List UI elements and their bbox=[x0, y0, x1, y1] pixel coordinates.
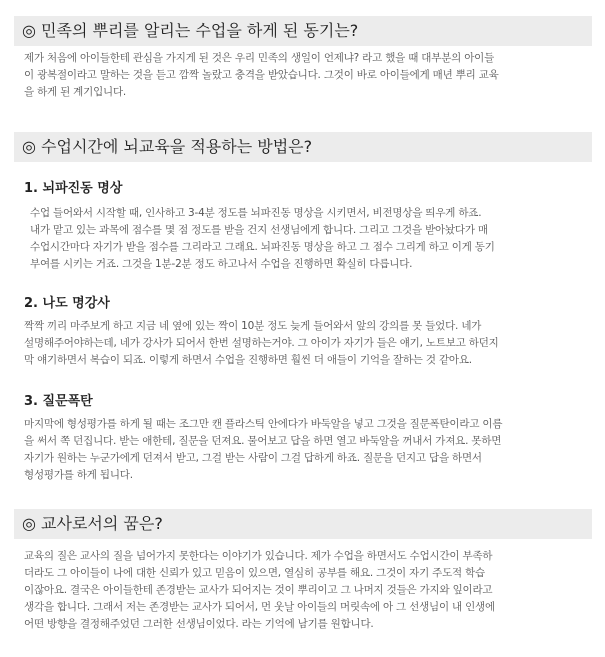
paragraph-line: 을 하게 된 계기입니다. bbox=[24, 86, 127, 98]
paragraph-line: 제가 처음에 아이들한테 관심을 가지게 된 것은 우리 민족의 생일이 언제냐? 라고 했을 때 대부분의 아이들 bbox=[24, 52, 495, 64]
subheading-question-bomb: 3. 질문폭탄 bbox=[24, 394, 93, 409]
paragraph-line: 마지막에 형성평가를 하게 될 때는 조그만 캔 플라스틱 안에다가 바둑알을 넣고 그것을 질문폭탄이라고 이름 bbox=[24, 418, 503, 430]
paragraph-line: 더라도 그 아이들이 나에 대한 신뢰가 있고 믿음이 있으면, 열심히 공부를 해요. 그것이 자기 주도적 학습 bbox=[24, 567, 486, 579]
paragraph-question-bomb bbox=[24, 416, 502, 484]
section-heading-dream: ◎ 교사로서의 꿈은? bbox=[14, 509, 592, 539]
section-heading-methods: ◎ 수업시간에 뇌교육을 적용하는 방법은? bbox=[14, 132, 592, 162]
paragraph-line: 이잖아요. 결국은 아이들한테 존경받는 교사가 되어지는 것이 뿌리이고 그 나머지 것들은 가지와 잎이라고 bbox=[24, 584, 493, 596]
paragraph-brainwave-meditation bbox=[30, 205, 495, 273]
paragraph-line: 내가 맡고 있는 과목에 점수를 몇 점 정도를 받을 건지 선생님에게 합니다. 그리고 그것을 받아놨다가 매 bbox=[30, 224, 488, 236]
subheading-brainwave-meditation: 1. 뇌파진동 명상 bbox=[24, 181, 123, 196]
section-paragraph-dream bbox=[24, 548, 495, 633]
paragraph-line: 부여를 시키는 거죠. 그것을 1분-2분 정도 하고나서 수업을 진행하면 확실히 다릅니다. bbox=[30, 258, 413, 270]
paragraph-line: 형성평가를 하게 됩니다. bbox=[24, 469, 133, 481]
section-paragraph-motivation bbox=[24, 50, 499, 101]
paragraph-me-too-lecturer bbox=[24, 318, 499, 369]
paragraph-line: 수업시간마다 자기가 받을 점수를 그리라고 그래요. 뇌파진동 명상을 하고 그 점수 그리게 하고 이게 동기 bbox=[30, 241, 495, 253]
paragraph-line: 막 얘기하면서 복습이 되죠. 이렇게 하면서 수업을 진행하면 훨씬 더 애들이 기억을 잘하는 것 같아요. bbox=[24, 354, 472, 366]
paragraph-line: 생각을 합니다. 그래서 저는 존경받는 교사가 되어서, 먼 웃날 아이들의 머릿속에 아 그 선생님이 내 인생에 bbox=[24, 601, 495, 613]
paragraph-line: 교육의 질은 교사의 질을 넘어가지 못한다는 이야기가 있습니다. 제가 수업을 하면서도 수업시간이 부족하 bbox=[24, 550, 493, 562]
paragraph-line: 을 써서 쪽 던집니다. 받는 애한테, 질문을 던져요. 물어보고 답을 하면 열고 바둑알을 꺼내서 가져요. 못하면 bbox=[24, 435, 502, 447]
paragraph-line: 짝짝 끼리 마주보게 하고 지금 네 옆에 있는 짝이 10분 정도 늦게 들어와서 앞의 강의를 못 들었다. 네가 bbox=[24, 320, 482, 332]
paragraph-line: 자기가 원하는 누군가에게 던져서 받고, 그걸 받는 사람이 그걸 답하게 하죠. 질문을 던지고 답을 하면서 bbox=[24, 452, 482, 464]
subheading-me-too-lecturer: 2. 나도 명강사 bbox=[24, 296, 110, 311]
section-heading-motivation: ◎ 민족의 뿌리를 알리는 수업을 하게 된 동기는? bbox=[14, 16, 592, 46]
paragraph-line: 어떤 방향을 결정해주었던 그러한 선생님이었다. 라는 기억에 남기를 원합니다. bbox=[24, 618, 374, 630]
paragraph-line: 이 광복절이라고 말하는 것을 듣고 깜짝 놀랐고 충격을 받았습니다. 그것이 바로 아이들에게 매년 뿌리 교육 bbox=[24, 69, 499, 81]
paragraph-line: 수업 들어와서 시작할 때, 인사하고 3-4분 정도를 뇌파진동 명상을 시키면서, 비전명상을 띄우게 하죠. bbox=[30, 207, 482, 219]
paragraph-line: 설명해주어야하는데, 네가 강사가 되어서 한번 설명하는거야. 그 아이가 자기가 들은 얘기, 노트보고 하던지 bbox=[24, 337, 499, 349]
